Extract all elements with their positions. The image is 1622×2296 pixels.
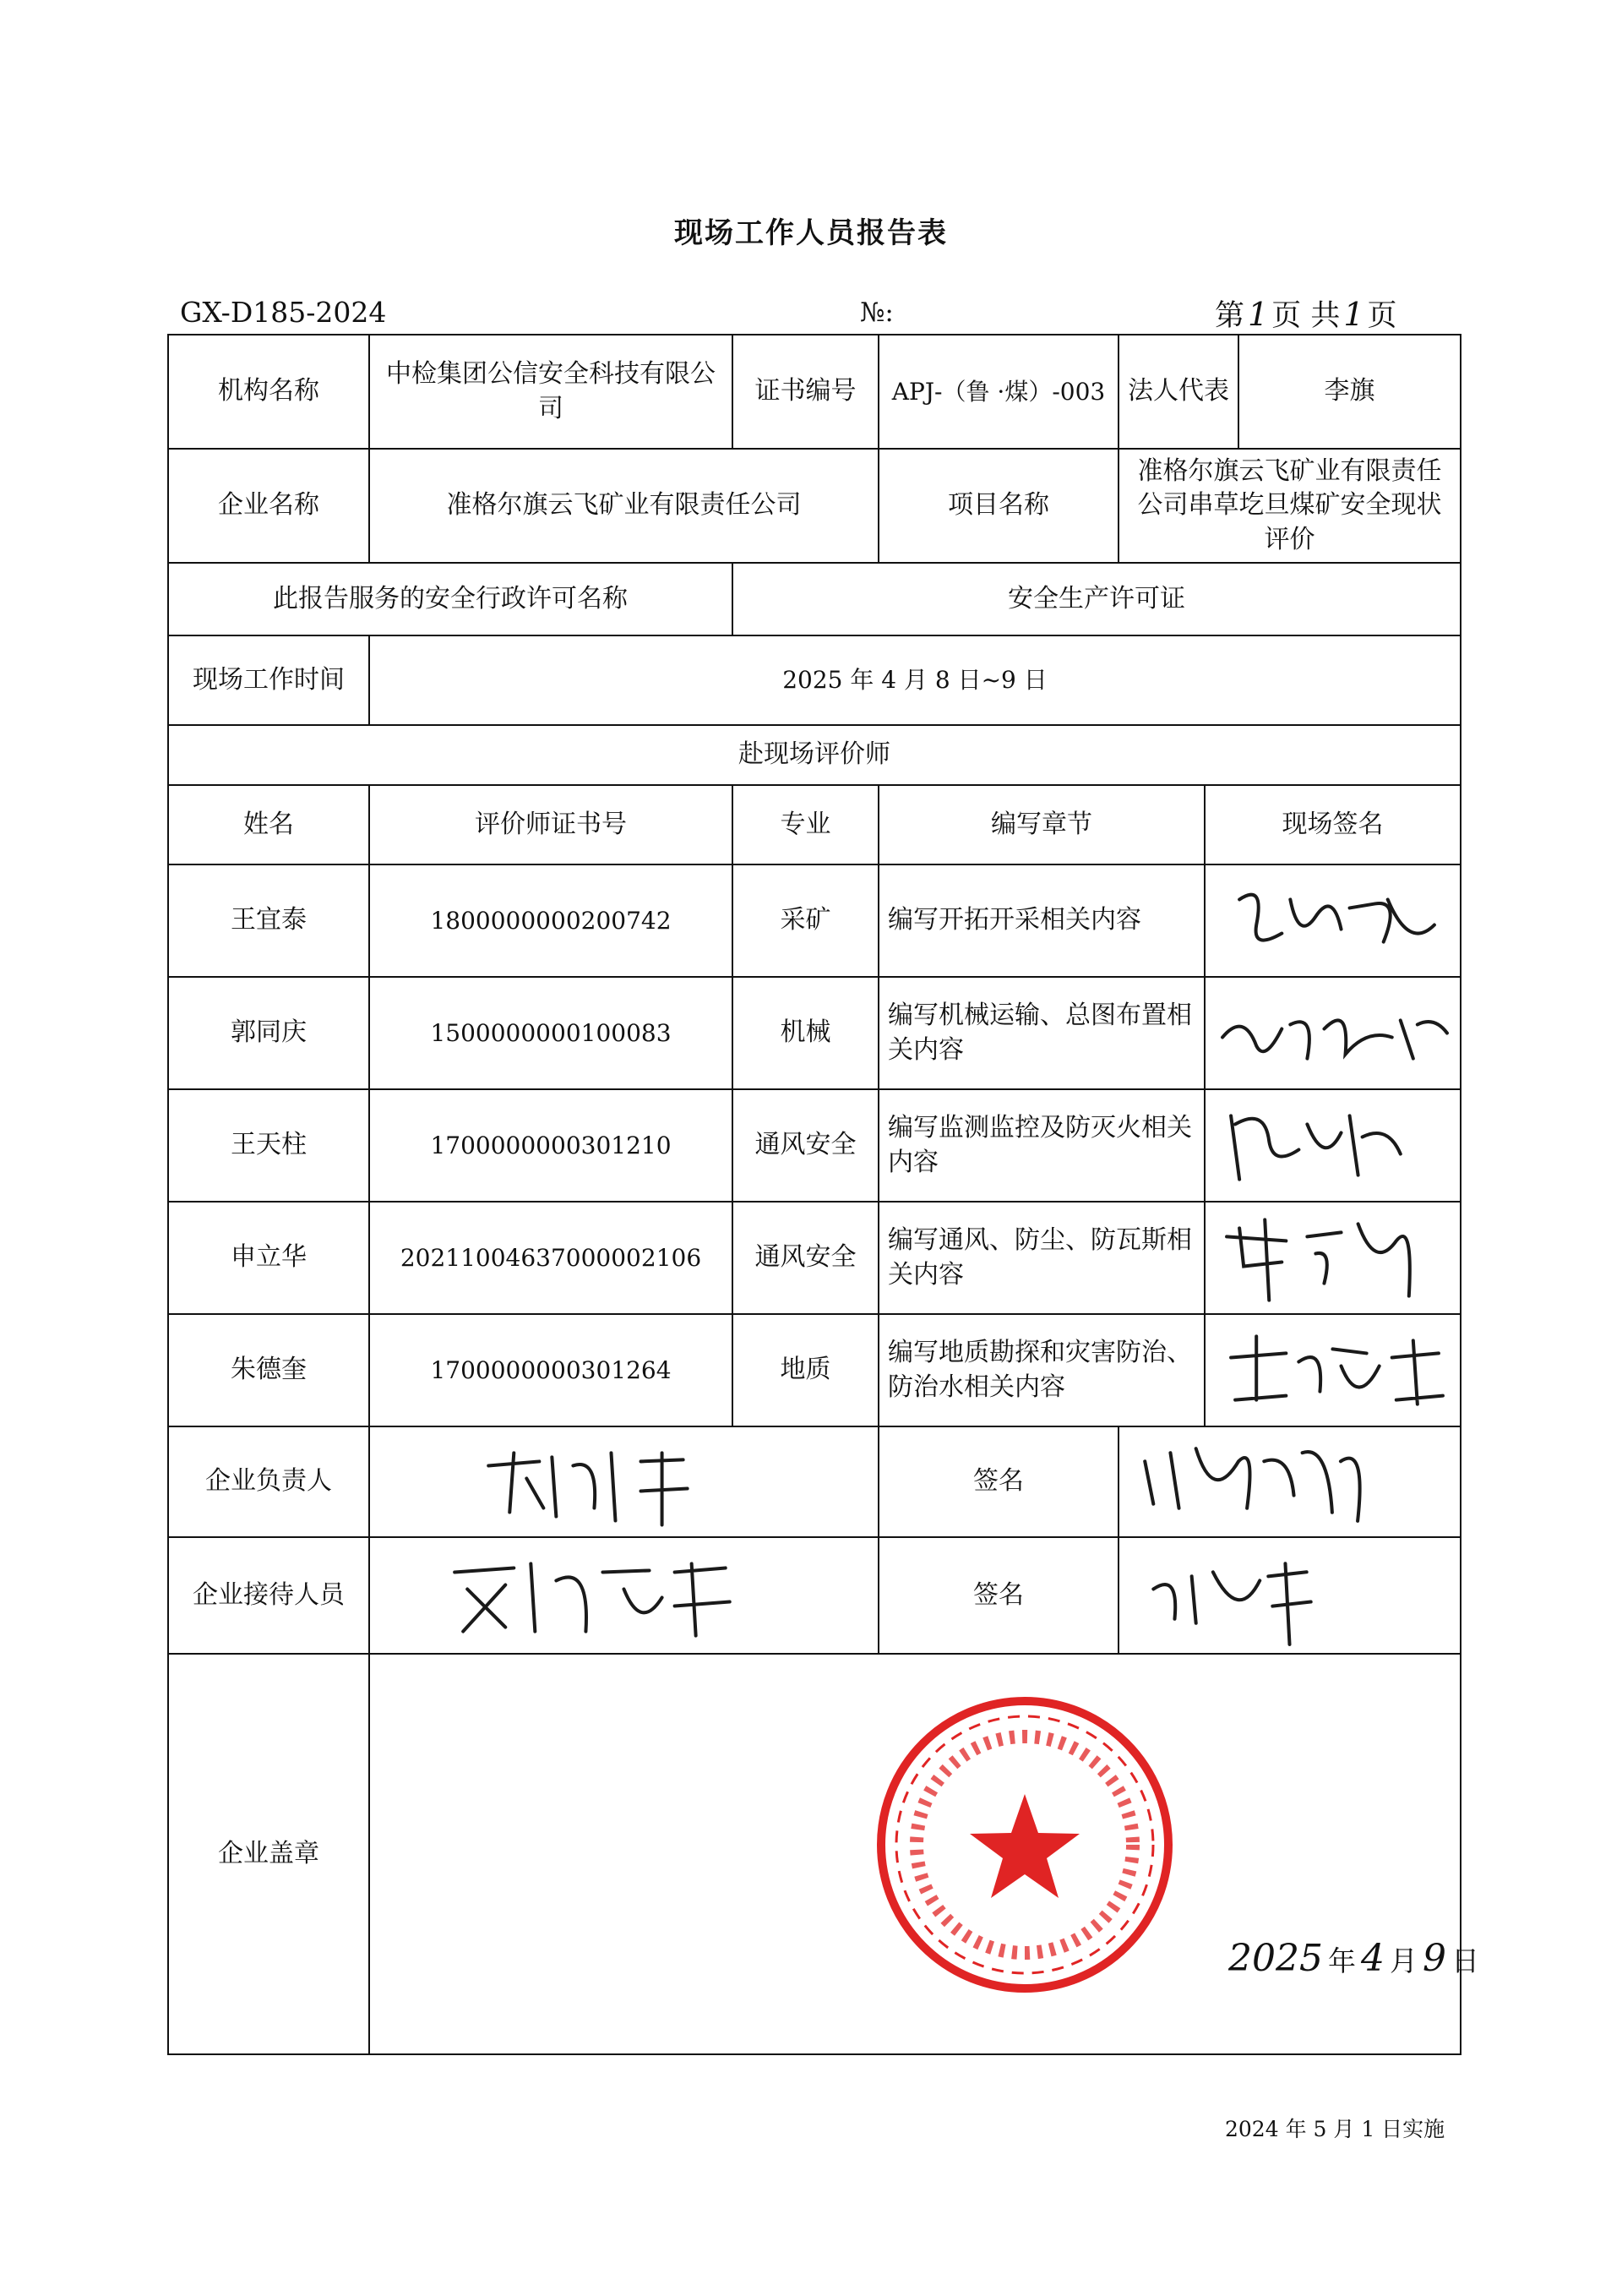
enterprise-label: 企业名称 bbox=[168, 449, 369, 563]
seal-label: 企业盖章 bbox=[168, 1654, 369, 2054]
evaluator-chapter: 编写机械运输、总图布置相关内容 bbox=[879, 977, 1205, 1089]
evaluator-cert: 1700000000301264 bbox=[369, 1314, 732, 1426]
signature-cell bbox=[1205, 1314, 1461, 1426]
evaluator-cert: 1800000000200742 bbox=[369, 864, 732, 977]
work-time-value: 2025 年 4 月 8 日~9 日 bbox=[369, 635, 1461, 725]
col-name: 姓名 bbox=[168, 785, 369, 864]
evaluator-name: 王宜泰 bbox=[168, 864, 369, 977]
signature-cell bbox=[1205, 1089, 1461, 1202]
seal-year: 2025 bbox=[1228, 1936, 1323, 1980]
handwritten-signature-icon bbox=[370, 1427, 878, 1536]
receiver-sign-label: 签名 bbox=[879, 1537, 1119, 1654]
signature-cell bbox=[1205, 1202, 1461, 1314]
work-time-label: 现场工作时间 bbox=[168, 635, 369, 725]
cert-value: APJ-（鲁 ·煤）-003 bbox=[879, 335, 1119, 449]
evaluator-name: 郭同庆 bbox=[168, 977, 369, 1089]
handwritten-signature-icon bbox=[1206, 865, 1460, 976]
col-major: 专业 bbox=[732, 785, 879, 864]
table-row bbox=[168, 1202, 1461, 1314]
handwritten-signature-icon bbox=[1206, 978, 1460, 1088]
evaluator-cert: 1700000000301210 bbox=[369, 1089, 732, 1202]
org-value: 中检集团公信安全科技有限公司 bbox=[369, 335, 732, 449]
evaluator-cert: 1500000000100083 bbox=[369, 977, 732, 1089]
table-row bbox=[168, 864, 1461, 977]
page-current: 1 bbox=[1248, 296, 1269, 333]
cert-label: 证书编号 bbox=[732, 335, 879, 449]
responsible-label: 企业负责人 bbox=[168, 1426, 369, 1537]
project-label: 项目名称 bbox=[879, 449, 1119, 563]
evaluator-name: 王天柱 bbox=[168, 1089, 369, 1202]
document-code: GX-D185-2024 bbox=[180, 296, 387, 329]
page-suffix: 页 bbox=[1367, 299, 1397, 333]
handwritten-signature-icon bbox=[1206, 1315, 1460, 1426]
evaluator-major: 通风安全 bbox=[732, 1202, 879, 1314]
evaluator-chapter: 编写通风、防尘、防瓦斯相关内容 bbox=[879, 1202, 1205, 1314]
signature-cell bbox=[1205, 977, 1461, 1089]
page-mid: 页 共 bbox=[1271, 299, 1341, 333]
page-prefix: 第 bbox=[1215, 299, 1245, 333]
evaluator-chapter: 编写监测监控及防灭火相关内容 bbox=[879, 1089, 1205, 1202]
receiver-name-cell bbox=[369, 1537, 879, 1654]
table-row bbox=[168, 1314, 1461, 1426]
number-label: №: bbox=[860, 297, 894, 328]
report-form-table bbox=[167, 334, 1479, 2055]
evaluator-major: 通风安全 bbox=[732, 1089, 879, 1202]
receiver-label: 企业接待人员 bbox=[168, 1537, 369, 1654]
seal-date bbox=[1223, 1933, 1479, 1983]
project-value: 准格尔旗云飞矿业有限责任公司串草圪旦煤矿安全现状评价 bbox=[1119, 449, 1461, 563]
legal-label: 法人代表 bbox=[1119, 335, 1239, 448]
permit-value: 安全生产许可证 bbox=[732, 563, 1461, 635]
evaluator-major: 采矿 bbox=[732, 864, 879, 977]
permit-label: 此报告服务的安全行政许可名称 bbox=[168, 563, 732, 635]
seal-month-char: 月 bbox=[1389, 1944, 1418, 1977]
seal-month: 4 bbox=[1360, 1936, 1385, 1980]
evaluator-major: 机械 bbox=[732, 977, 879, 1089]
col-cert: 评价师证书号 bbox=[369, 785, 732, 864]
responsible-sign-label: 签名 bbox=[879, 1426, 1119, 1537]
seal-area bbox=[369, 1654, 1479, 2054]
seal-year-char: 年 bbox=[1327, 1944, 1356, 1977]
page-indicator bbox=[1215, 292, 1397, 335]
signature-cell bbox=[1205, 864, 1461, 977]
handwritten-signature-icon bbox=[1119, 1538, 1460, 1653]
page-total: 1 bbox=[1343, 296, 1364, 333]
page-title: 现场工作人员报告表 bbox=[674, 216, 948, 250]
table-row bbox=[168, 977, 1461, 1089]
receiver-sign-cell bbox=[1119, 1537, 1461, 1654]
company-seal-icon bbox=[873, 1693, 1177, 1997]
table-row bbox=[168, 1089, 1461, 1202]
evaluator-chapter: 编写地质勘探和灾害防治、防治水相关内容 bbox=[879, 1314, 1205, 1426]
handwritten-signature-icon bbox=[1206, 1090, 1460, 1201]
evaluator-name: 申立华 bbox=[168, 1202, 369, 1314]
responsible-sign-cell bbox=[1119, 1426, 1461, 1537]
evaluator-major: 地质 bbox=[732, 1314, 879, 1426]
legal-value: 李旗 bbox=[1324, 376, 1375, 406]
evaluator-cert: 20211004637000002106 bbox=[369, 1202, 732, 1314]
handwritten-signature-icon bbox=[1206, 1203, 1460, 1313]
legal-cell bbox=[1119, 335, 1461, 449]
col-chapter: 编写章节 bbox=[879, 785, 1205, 864]
col-signature: 现场签名 bbox=[1205, 785, 1461, 864]
evaluator-name: 朱德奎 bbox=[168, 1314, 369, 1426]
evaluators-heading: 赴现场评价师 bbox=[168, 725, 1461, 785]
enterprise-value: 准格尔旗云飞矿业有限责任公司 bbox=[369, 449, 879, 563]
handwritten-signature-icon bbox=[370, 1538, 878, 1653]
evaluator-chapter: 编写开拓开采相关内容 bbox=[879, 864, 1205, 977]
handwritten-signature-icon bbox=[1119, 1427, 1460, 1536]
seal-day: 9 bbox=[1422, 1936, 1446, 1980]
responsible-name-cell bbox=[369, 1426, 879, 1537]
effective-date-note: 2024 年 5 月 1 日实施 bbox=[1225, 2117, 1445, 2141]
org-label: 机构名称 bbox=[168, 335, 369, 449]
seal-day-char: 日 bbox=[1451, 1944, 1479, 1977]
